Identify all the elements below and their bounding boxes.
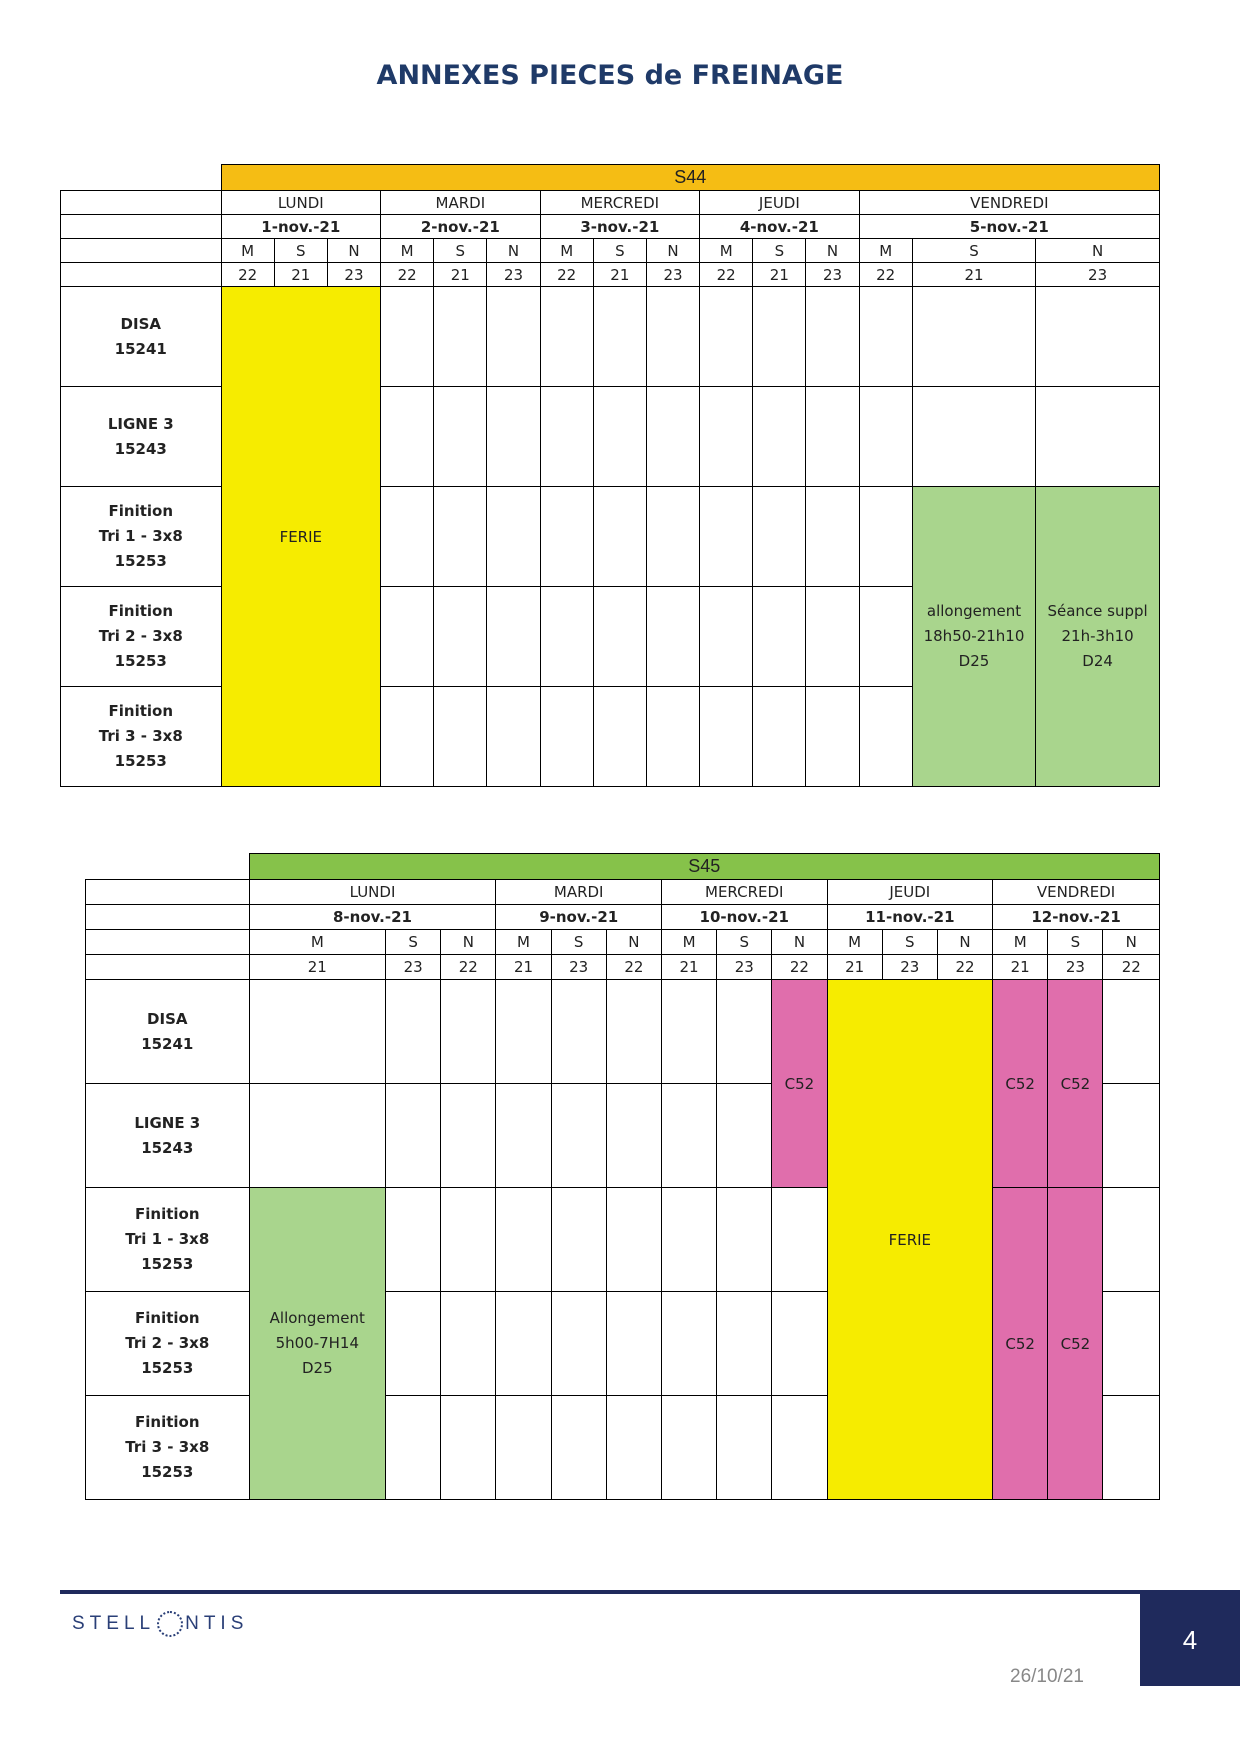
line-sub: Tri 2 - 3x8 bbox=[125, 1334, 210, 1352]
empty-cell bbox=[381, 487, 434, 587]
line-name: Finition bbox=[108, 702, 174, 720]
empty-cell bbox=[434, 687, 487, 787]
logo-text-left: STELL bbox=[72, 1613, 156, 1634]
date-label: 3-nov.-21 bbox=[540, 215, 700, 239]
day-label: LUNDI bbox=[249, 880, 496, 905]
line-code: 15253 bbox=[114, 652, 167, 670]
team-number: 23 bbox=[882, 955, 937, 980]
team-number: 21 bbox=[496, 955, 551, 980]
cell-line: Séance suppl bbox=[1047, 602, 1148, 620]
empty-cell bbox=[441, 1396, 496, 1500]
team-number: 21 bbox=[993, 955, 1048, 980]
team-number: 23 bbox=[327, 263, 380, 287]
empty-cell bbox=[806, 487, 859, 587]
empty-cell bbox=[249, 980, 385, 1084]
empty-cell bbox=[434, 287, 487, 387]
empty-cell bbox=[441, 980, 496, 1084]
shift-label: M bbox=[496, 930, 551, 955]
empty-cell bbox=[540, 487, 593, 587]
empty-cell bbox=[593, 687, 646, 787]
shift-label: M bbox=[859, 239, 912, 263]
empty-cell bbox=[753, 287, 806, 387]
shift-label: S bbox=[717, 930, 772, 955]
row-label-ligne3 bbox=[86, 1084, 250, 1188]
empty-cell bbox=[487, 387, 540, 487]
date-label: 11-nov.-21 bbox=[827, 905, 993, 930]
shift-label: M bbox=[993, 930, 1048, 955]
shift-label: M bbox=[381, 239, 434, 263]
team-number: 22 bbox=[1103, 955, 1160, 980]
empty-cell bbox=[753, 687, 806, 787]
team-number: 21 bbox=[249, 955, 385, 980]
empty-cell bbox=[487, 687, 540, 787]
empty-cell bbox=[661, 980, 716, 1084]
c52-cell: C52 bbox=[993, 1188, 1048, 1500]
document-date: 26/10/21 bbox=[1010, 1666, 1084, 1687]
empty-cell bbox=[496, 980, 551, 1084]
row-label-disa bbox=[61, 287, 222, 387]
empty-cell bbox=[381, 687, 434, 787]
ferie-cell: FERIE bbox=[221, 287, 381, 787]
schedule-table-s45 bbox=[85, 853, 1160, 1500]
empty-cell bbox=[606, 980, 661, 1084]
team-number: 23 bbox=[551, 955, 606, 980]
day-label: MERCREDI bbox=[661, 880, 827, 905]
team-number: 23 bbox=[717, 955, 772, 980]
empty-cell bbox=[646, 287, 699, 387]
stellantis-logo bbox=[72, 1604, 248, 1644]
empty-cell bbox=[912, 387, 1035, 487]
empty-cell bbox=[700, 387, 753, 487]
empty-cell bbox=[646, 487, 699, 587]
empty-cell bbox=[772, 1188, 827, 1292]
empty-cell bbox=[717, 1292, 772, 1396]
empty-cell bbox=[487, 487, 540, 587]
shift-label: S bbox=[593, 239, 646, 263]
empty-cell bbox=[381, 287, 434, 387]
empty-cell bbox=[700, 587, 753, 687]
team-number: 21 bbox=[593, 263, 646, 287]
empty-cell bbox=[753, 487, 806, 587]
c52-cell: C52 bbox=[772, 980, 827, 1188]
empty-cell bbox=[606, 1084, 661, 1188]
empty-cell bbox=[593, 387, 646, 487]
shift-label: S bbox=[551, 930, 606, 955]
logo-star-icon bbox=[157, 1611, 183, 1637]
team-row bbox=[86, 955, 1160, 980]
empty-cell bbox=[551, 1188, 606, 1292]
week-header-s45: S45 bbox=[249, 854, 1159, 880]
empty-cell bbox=[487, 587, 540, 687]
empty-cell bbox=[859, 487, 912, 587]
cell-line: 21h-3h10 bbox=[1061, 627, 1134, 645]
line-name: Finition bbox=[135, 1309, 200, 1327]
empty-cell bbox=[1103, 980, 1160, 1084]
date-label: 1-nov.-21 bbox=[221, 215, 381, 239]
date-label: 12-nov.-21 bbox=[993, 905, 1160, 930]
shift-label: S bbox=[434, 239, 487, 263]
empty-cell bbox=[806, 387, 859, 487]
week-header-s44: S44 bbox=[221, 165, 1159, 191]
empty-cell bbox=[540, 287, 593, 387]
date-label: 10-nov.-21 bbox=[661, 905, 827, 930]
empty-cell bbox=[859, 287, 912, 387]
blank-cell bbox=[61, 239, 222, 263]
empty-cell bbox=[1103, 1396, 1160, 1500]
line-sub: Tri 1 - 3x8 bbox=[125, 1230, 210, 1248]
shift-label: M bbox=[700, 239, 753, 263]
shift-label: N bbox=[772, 930, 827, 955]
corner-cell bbox=[86, 854, 250, 880]
row-label-tri2 bbox=[86, 1292, 250, 1396]
empty-cell bbox=[806, 587, 859, 687]
empty-cell bbox=[551, 1292, 606, 1396]
empty-cell bbox=[753, 587, 806, 687]
shift-label: S bbox=[912, 239, 1035, 263]
team-number: 21 bbox=[827, 955, 882, 980]
day-label: JEUDI bbox=[700, 191, 860, 215]
empty-cell bbox=[441, 1292, 496, 1396]
empty-cell bbox=[386, 1084, 441, 1188]
line-sub: Tri 3 - 3x8 bbox=[98, 727, 183, 745]
row-label-tri3 bbox=[61, 687, 222, 787]
empty-cell bbox=[700, 287, 753, 387]
line-code: 15253 bbox=[141, 1359, 194, 1377]
team-number: 22 bbox=[937, 955, 992, 980]
day-label: MERCREDI bbox=[540, 191, 700, 215]
empty-cell bbox=[606, 1188, 661, 1292]
empty-cell bbox=[386, 980, 441, 1084]
empty-cell bbox=[700, 487, 753, 587]
shift-label: N bbox=[1103, 930, 1160, 955]
team-number: 22 bbox=[381, 263, 434, 287]
empty-cell bbox=[661, 1084, 716, 1188]
line-code: 15253 bbox=[141, 1463, 194, 1481]
empty-cell bbox=[441, 1188, 496, 1292]
shift-label: M bbox=[661, 930, 716, 955]
empty-cell bbox=[717, 1084, 772, 1188]
line-code: 15253 bbox=[114, 552, 167, 570]
shift-label: N bbox=[441, 930, 496, 955]
blank-cell bbox=[61, 263, 222, 287]
empty-cell bbox=[487, 287, 540, 387]
cell-line: D25 bbox=[301, 1359, 333, 1377]
team-number: 21 bbox=[434, 263, 487, 287]
blank-cell bbox=[61, 215, 222, 239]
shift-label: S bbox=[882, 930, 937, 955]
empty-cell bbox=[661, 1396, 716, 1500]
empty-cell bbox=[381, 587, 434, 687]
empty-cell bbox=[859, 587, 912, 687]
empty-cell bbox=[496, 1084, 551, 1188]
empty-cell bbox=[717, 980, 772, 1084]
empty-cell bbox=[859, 387, 912, 487]
empty-cell bbox=[551, 980, 606, 1084]
line-sub: Tri 2 - 3x8 bbox=[98, 627, 183, 645]
empty-cell bbox=[386, 1292, 441, 1396]
shift-label: N bbox=[606, 930, 661, 955]
shift-label: N bbox=[487, 239, 540, 263]
row-label-tri1 bbox=[86, 1188, 250, 1292]
c52-cell: C52 bbox=[1048, 980, 1103, 1188]
line-sub: Tri 3 - 3x8 bbox=[125, 1438, 210, 1456]
schedule-table-s44 bbox=[60, 164, 1160, 787]
shift-row bbox=[61, 239, 1160, 263]
empty-cell bbox=[912, 287, 1035, 387]
team-number: 21 bbox=[274, 263, 327, 287]
empty-cell bbox=[441, 1084, 496, 1188]
day-label: MARDI bbox=[381, 191, 541, 215]
empty-cell bbox=[646, 587, 699, 687]
empty-cell bbox=[386, 1188, 441, 1292]
team-number: 23 bbox=[806, 263, 859, 287]
date-label: 8-nov.-21 bbox=[249, 905, 496, 930]
page-title: ANNEXES PIECES de FREINAGE bbox=[376, 60, 844, 91]
footer-divider bbox=[60, 1590, 1240, 1594]
shift-label: N bbox=[1036, 239, 1160, 263]
line-code: 15253 bbox=[114, 752, 167, 770]
date-label: 4-nov.-21 bbox=[700, 215, 860, 239]
empty-cell bbox=[859, 687, 912, 787]
row-label-ligne3 bbox=[61, 387, 222, 487]
empty-cell bbox=[551, 1084, 606, 1188]
empty-cell bbox=[496, 1188, 551, 1292]
day-label: VENDREDI bbox=[859, 191, 1159, 215]
empty-cell bbox=[753, 387, 806, 487]
team-number: 21 bbox=[661, 955, 716, 980]
shift-label: N bbox=[646, 239, 699, 263]
team-number: 22 bbox=[606, 955, 661, 980]
shift-label: S bbox=[1048, 930, 1103, 955]
empty-cell bbox=[540, 687, 593, 787]
empty-cell bbox=[1103, 1084, 1160, 1188]
line-sub: Tri 1 - 3x8 bbox=[98, 527, 183, 545]
team-number: 22 bbox=[221, 263, 274, 287]
shift-label: M bbox=[249, 930, 385, 955]
empty-cell bbox=[646, 387, 699, 487]
empty-cell bbox=[806, 687, 859, 787]
line-code: 15241 bbox=[114, 339, 167, 358]
team-number: 22 bbox=[700, 263, 753, 287]
cell-line: D24 bbox=[1082, 652, 1113, 670]
empty-cell bbox=[593, 487, 646, 587]
team-number: 23 bbox=[646, 263, 699, 287]
empty-cell bbox=[593, 587, 646, 687]
line-name: LIGNE 3 bbox=[107, 414, 174, 433]
seance-suppl-cell bbox=[1036, 487, 1160, 787]
team-number: 23 bbox=[1036, 263, 1160, 287]
day-label: MARDI bbox=[496, 880, 662, 905]
line-code: 15253 bbox=[141, 1255, 194, 1273]
day-label: LUNDI bbox=[221, 191, 381, 215]
blank-cell bbox=[86, 905, 250, 930]
empty-cell bbox=[646, 687, 699, 787]
cell-line: allongement bbox=[926, 602, 1022, 620]
blank-cell bbox=[86, 955, 250, 980]
empty-cell bbox=[496, 1396, 551, 1500]
line-name: DISA bbox=[147, 1009, 188, 1028]
empty-cell bbox=[661, 1292, 716, 1396]
empty-cell bbox=[661, 1188, 716, 1292]
empty-cell bbox=[717, 1188, 772, 1292]
empty-cell bbox=[1036, 287, 1160, 387]
line-code: 15243 bbox=[141, 1138, 194, 1157]
empty-cell bbox=[772, 1292, 827, 1396]
c52-cell: C52 bbox=[1048, 1188, 1103, 1500]
empty-cell bbox=[386, 1396, 441, 1500]
shift-label: N bbox=[937, 930, 992, 955]
line-code: 15243 bbox=[114, 439, 167, 458]
blank-cell bbox=[86, 880, 250, 905]
empty-cell bbox=[772, 1396, 827, 1500]
empty-cell bbox=[551, 1396, 606, 1500]
empty-cell bbox=[1103, 1188, 1160, 1292]
shift-label: S bbox=[753, 239, 806, 263]
line-name: Finition bbox=[108, 602, 174, 620]
team-number: 23 bbox=[1048, 955, 1103, 980]
line-name: Finition bbox=[135, 1205, 200, 1223]
shift-label: M bbox=[540, 239, 593, 263]
empty-cell bbox=[540, 587, 593, 687]
shift-label: M bbox=[827, 930, 882, 955]
team-number: 22 bbox=[772, 955, 827, 980]
c52-cell: C52 bbox=[993, 980, 1048, 1188]
blank-cell bbox=[61, 191, 222, 215]
team-number: 23 bbox=[386, 955, 441, 980]
date-label: 2-nov.-21 bbox=[381, 215, 541, 239]
shift-row bbox=[86, 930, 1160, 955]
cell-line: 18h50-21h10 bbox=[923, 627, 1025, 645]
empty-cell bbox=[700, 687, 753, 787]
empty-cell bbox=[496, 1292, 551, 1396]
cell-line: D25 bbox=[958, 652, 990, 670]
empty-cell bbox=[593, 287, 646, 387]
empty-cell bbox=[1036, 387, 1160, 487]
page-number: 4 bbox=[1182, 1624, 1198, 1655]
shift-label: S bbox=[386, 930, 441, 955]
row-label-disa bbox=[86, 980, 250, 1084]
empty-cell bbox=[606, 1396, 661, 1500]
line-name: Finition bbox=[108, 502, 174, 520]
empty-cell bbox=[1103, 1292, 1160, 1396]
team-number: 21 bbox=[912, 263, 1035, 287]
empty-cell bbox=[606, 1292, 661, 1396]
blank-cell bbox=[86, 930, 250, 955]
empty-cell bbox=[434, 387, 487, 487]
empty-cell bbox=[806, 287, 859, 387]
shift-label: N bbox=[327, 239, 380, 263]
team-row bbox=[61, 263, 1160, 287]
empty-cell bbox=[434, 487, 487, 587]
row-label-tri3 bbox=[86, 1396, 250, 1500]
empty-cell bbox=[717, 1396, 772, 1500]
cell-line: 5h00-7H14 bbox=[275, 1334, 360, 1352]
line-code: 15241 bbox=[141, 1034, 194, 1053]
shift-label: N bbox=[806, 239, 859, 263]
line-name: LIGNE 3 bbox=[134, 1113, 201, 1132]
shift-label: M bbox=[221, 239, 274, 263]
empty-cell bbox=[381, 387, 434, 487]
allongement-cell bbox=[912, 487, 1035, 787]
empty-cell bbox=[540, 387, 593, 487]
date-label: 5-nov.-21 bbox=[859, 215, 1159, 239]
row-label-tri2 bbox=[61, 587, 222, 687]
ferie-cell: FERIE bbox=[827, 980, 993, 1500]
team-number: 23 bbox=[487, 263, 540, 287]
line-name: Finition bbox=[135, 1413, 200, 1431]
day-label: JEUDI bbox=[827, 880, 993, 905]
cell-line: Allongement bbox=[269, 1309, 365, 1327]
line-name: DISA bbox=[120, 314, 161, 333]
allongement-cell bbox=[249, 1188, 385, 1500]
day-label: VENDREDI bbox=[993, 880, 1160, 905]
logo-text-right: NTIS bbox=[185, 1613, 249, 1634]
empty-cell bbox=[434, 587, 487, 687]
team-number: 21 bbox=[753, 263, 806, 287]
empty-cell bbox=[249, 1084, 385, 1188]
team-number: 22 bbox=[441, 955, 496, 980]
row-label-tri1 bbox=[61, 487, 222, 587]
date-label: 9-nov.-21 bbox=[496, 905, 662, 930]
shift-label: S bbox=[274, 239, 327, 263]
page-number-box bbox=[1140, 1594, 1240, 1686]
corner-cell bbox=[61, 165, 222, 191]
team-number: 22 bbox=[540, 263, 593, 287]
team-number: 22 bbox=[859, 263, 912, 287]
